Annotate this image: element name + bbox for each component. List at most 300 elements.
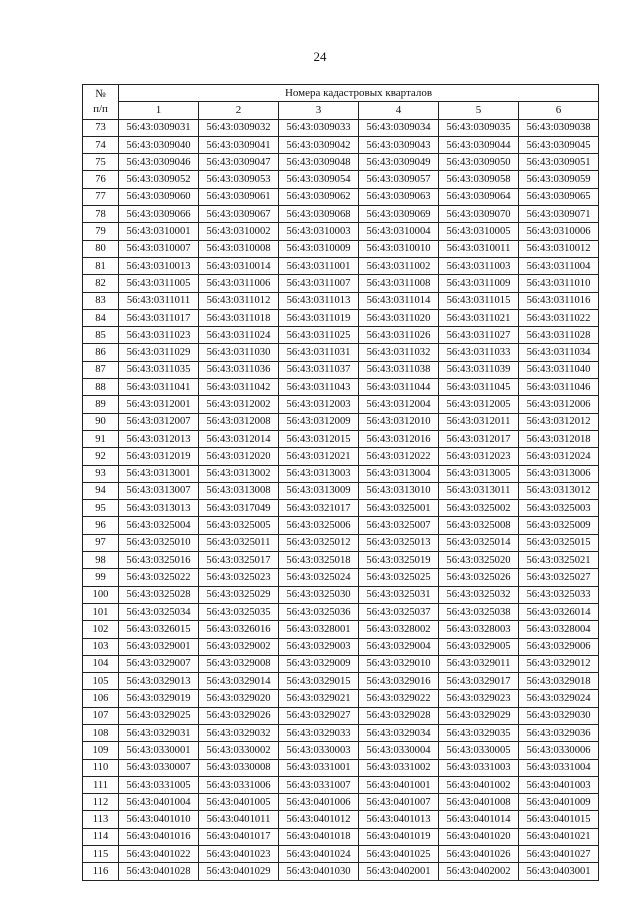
cadastral-quarters-table bbox=[82, 84, 599, 881]
table-row bbox=[83, 638, 599, 655]
cadastral-quarter-cell: 56:43:0401015 bbox=[519, 811, 599, 828]
table-row bbox=[83, 534, 599, 551]
cadastral-quarter-cell: 56:43:0313013 bbox=[119, 500, 199, 517]
cadastral-quarter-cell: 56:43:0313001 bbox=[119, 465, 199, 482]
cadastral-quarter-cell: 56:43:0309062 bbox=[279, 188, 359, 205]
cadastral-quarter-cell: 56:43:0311018 bbox=[199, 309, 279, 326]
cadastral-quarter-cell: 56:43:0325007 bbox=[359, 517, 439, 534]
cadastral-quarter-cell: 56:43:0401002 bbox=[439, 776, 519, 793]
cadastral-quarter-cell: 56:43:0311038 bbox=[359, 361, 439, 378]
cadastral-quarter-cell: 56:43:0329006 bbox=[519, 638, 599, 655]
cadastral-quarter-cell: 56:43:0311013 bbox=[279, 292, 359, 309]
cadastral-quarter-cell: 56:43:0329005 bbox=[439, 638, 519, 655]
row-number: 92 bbox=[83, 448, 119, 465]
row-number: 101 bbox=[83, 603, 119, 620]
row-number: 114 bbox=[83, 828, 119, 845]
cadastral-quarter-cell: 56:43:0311011 bbox=[119, 292, 199, 309]
cadastral-quarter-cell: 56:43:0329014 bbox=[199, 673, 279, 690]
cadastral-quarter-cell: 56:43:0313007 bbox=[119, 482, 199, 499]
row-number: 102 bbox=[83, 621, 119, 638]
cadastral-quarter-cell: 56:43:0325028 bbox=[119, 586, 199, 603]
cadastral-quarter-cell: 56:43:0309048 bbox=[279, 154, 359, 171]
cadastral-quarter-cell: 56:43:0309049 bbox=[359, 154, 439, 171]
table-row bbox=[83, 603, 599, 620]
cadastral-quarter-cell: 56:43:0309052 bbox=[119, 171, 199, 188]
cadastral-quarter-cell: 56:43:0325020 bbox=[439, 552, 519, 569]
quarters-group-header: Номера кадастровых кварталов bbox=[119, 85, 599, 102]
cadastral-quarter-cell: 56:43:0309060 bbox=[119, 188, 199, 205]
row-number: 86 bbox=[83, 344, 119, 361]
row-number: 96 bbox=[83, 517, 119, 534]
cadastral-quarter-cell: 56:43:0312013 bbox=[119, 430, 199, 447]
cadastral-quarter-cell: 56:43:0309068 bbox=[279, 206, 359, 223]
row-number-header-line2: п/п bbox=[93, 102, 108, 115]
cadastral-quarter-cell: 56:43:0401016 bbox=[119, 828, 199, 845]
cadastral-quarter-cell: 56:43:0311020 bbox=[359, 309, 439, 326]
column-number: 4 bbox=[359, 102, 439, 119]
cadastral-quarter-cell: 56:43:0325008 bbox=[439, 517, 519, 534]
cadastral-quarter-cell: 56:43:0401007 bbox=[359, 794, 439, 811]
cadastral-quarter-cell: 56:43:0312011 bbox=[439, 413, 519, 430]
cadastral-quarter-cell: 56:43:0329032 bbox=[199, 724, 279, 741]
cadastral-quarter-cell: 56:43:0310006 bbox=[519, 223, 599, 240]
row-number: 103 bbox=[83, 638, 119, 655]
table-row bbox=[83, 776, 599, 793]
cadastral-quarter-cell: 56:43:0329028 bbox=[359, 707, 439, 724]
cadastral-quarter-cell: 56:43:0329012 bbox=[519, 655, 599, 672]
table-row bbox=[83, 690, 599, 707]
cadastral-quarter-cell: 56:43:0309051 bbox=[519, 154, 599, 171]
cadastral-quarter-cell: 56:43:0401018 bbox=[279, 828, 359, 845]
cadastral-quarter-cell: 56:43:0326015 bbox=[119, 621, 199, 638]
cadastral-quarter-cell: 56:43:0329008 bbox=[199, 655, 279, 672]
cadastral-quarter-cell: 56:43:0330002 bbox=[199, 742, 279, 759]
row-number: 94 bbox=[83, 482, 119, 499]
cadastral-quarter-cell: 56:43:0312007 bbox=[119, 413, 199, 430]
cadastral-quarter-cell: 56:43:0312014 bbox=[199, 430, 279, 447]
cadastral-quarter-cell: 56:43:0311025 bbox=[279, 327, 359, 344]
cadastral-quarter-cell: 56:43:0329034 bbox=[359, 724, 439, 741]
table-row bbox=[83, 344, 599, 361]
cadastral-quarter-cell: 56:43:0311015 bbox=[439, 292, 519, 309]
cadastral-quarter-cell: 56:43:0309031 bbox=[119, 119, 199, 136]
cadastral-quarter-cell: 56:43:0401003 bbox=[519, 776, 599, 793]
cadastral-quarter-cell: 56:43:0311028 bbox=[519, 327, 599, 344]
cadastral-quarter-cell: 56:43:0329011 bbox=[439, 655, 519, 672]
cadastral-quarter-cell: 56:43:0328004 bbox=[519, 621, 599, 638]
row-number: 100 bbox=[83, 586, 119, 603]
table-row bbox=[83, 188, 599, 205]
row-number: 106 bbox=[83, 690, 119, 707]
cadastral-quarter-cell: 56:43:0325002 bbox=[439, 500, 519, 517]
cadastral-quarter-cell: 56:43:0312023 bbox=[439, 448, 519, 465]
cadastral-quarter-cell: 56:43:0312016 bbox=[359, 430, 439, 447]
row-number: 75 bbox=[83, 154, 119, 171]
table-row bbox=[83, 655, 599, 672]
cadastral-quarter-cell: 56:43:0325027 bbox=[519, 569, 599, 586]
cadastral-quarter-cell: 56:43:0309041 bbox=[199, 136, 279, 153]
table-row bbox=[83, 327, 599, 344]
row-number: 83 bbox=[83, 292, 119, 309]
cadastral-quarter-cell: 56:43:0328003 bbox=[439, 621, 519, 638]
cadastral-quarter-cell: 56:43:0311006 bbox=[199, 275, 279, 292]
table-row bbox=[83, 154, 599, 171]
cadastral-quarter-cell: 56:43:0311030 bbox=[199, 344, 279, 361]
cadastral-quarter-cell: 56:43:0325032 bbox=[439, 586, 519, 603]
cadastral-quarter-cell: 56:43:0329002 bbox=[199, 638, 279, 655]
row-number: 108 bbox=[83, 724, 119, 741]
cadastral-quarter-cell: 56:43:0312005 bbox=[439, 396, 519, 413]
cadastral-quarter-cell: 56:43:0325029 bbox=[199, 586, 279, 603]
cadastral-quarter-cell: 56:43:0311024 bbox=[199, 327, 279, 344]
cadastral-quarter-cell: 56:43:0313011 bbox=[439, 482, 519, 499]
cadastral-quarter-cell: 56:43:0329033 bbox=[279, 724, 359, 741]
cadastral-quarter-cell: 56:43:0329013 bbox=[119, 673, 199, 690]
cadastral-quarter-cell: 56:43:0311036 bbox=[199, 361, 279, 378]
table-row bbox=[83, 292, 599, 309]
cadastral-quarter-cell: 56:43:0329010 bbox=[359, 655, 439, 672]
cadastral-quarter-cell: 56:43:0311017 bbox=[119, 309, 199, 326]
cadastral-quarter-cell: 56:43:0401012 bbox=[279, 811, 359, 828]
cadastral-quarter-cell: 56:43:0311001 bbox=[279, 257, 359, 274]
cadastral-quarter-cell: 56:43:0317049 bbox=[199, 500, 279, 517]
table-row bbox=[83, 759, 599, 776]
row-number: 116 bbox=[83, 863, 119, 880]
row-number: 99 bbox=[83, 569, 119, 586]
cadastral-quarter-cell: 56:43:0325003 bbox=[519, 500, 599, 517]
cadastral-quarter-cell: 56:43:0309059 bbox=[519, 171, 599, 188]
cadastral-quarter-cell: 56:43:0325010 bbox=[119, 534, 199, 551]
cadastral-quarter-cell: 56:43:0311023 bbox=[119, 327, 199, 344]
cadastral-quarter-cell: 56:43:0311035 bbox=[119, 361, 199, 378]
cadastral-quarter-cell: 56:43:0311034 bbox=[519, 344, 599, 361]
cadastral-quarter-cell: 56:43:0313003 bbox=[279, 465, 359, 482]
table-row bbox=[83, 621, 599, 638]
cadastral-quarter-cell: 56:43:0325021 bbox=[519, 552, 599, 569]
cadastral-quarter-cell: 56:43:0309038 bbox=[519, 119, 599, 136]
cadastral-quarter-cell: 56:43:0312012 bbox=[519, 413, 599, 430]
row-number: 88 bbox=[83, 379, 119, 396]
cadastral-quarter-cell: 56:43:0311014 bbox=[359, 292, 439, 309]
cadastral-quarter-cell: 56:43:0311031 bbox=[279, 344, 359, 361]
cadastral-quarter-cell: 56:43:0313002 bbox=[199, 465, 279, 482]
table-row bbox=[83, 673, 599, 690]
cadastral-quarter-cell: 56:43:0326016 bbox=[199, 621, 279, 638]
cadastral-quarter-cell: 56:43:0403001 bbox=[519, 863, 599, 880]
row-number: 82 bbox=[83, 275, 119, 292]
cadastral-quarter-cell: 56:43:0325004 bbox=[119, 517, 199, 534]
row-number: 85 bbox=[83, 327, 119, 344]
cadastral-quarter-cell: 56:43:0309065 bbox=[519, 188, 599, 205]
cadastral-quarter-cell: 56:43:0310014 bbox=[199, 257, 279, 274]
table-row bbox=[83, 309, 599, 326]
cadastral-quarter-cell: 56:43:0309058 bbox=[439, 171, 519, 188]
table-row bbox=[83, 240, 599, 257]
cadastral-quarter-cell: 56:43:0325017 bbox=[199, 552, 279, 569]
cadastral-quarter-cell: 56:43:0313008 bbox=[199, 482, 279, 499]
cadastral-quarter-cell: 56:43:0401008 bbox=[439, 794, 519, 811]
table-row bbox=[83, 552, 599, 569]
row-number: 81 bbox=[83, 257, 119, 274]
cadastral-quarter-cell: 56:43:0330006 bbox=[519, 742, 599, 759]
row-number: 93 bbox=[83, 465, 119, 482]
column-number: 2 bbox=[199, 102, 279, 119]
cadastral-quarter-cell: 56:43:0311044 bbox=[359, 379, 439, 396]
cadastral-quarter-cell: 56:43:0329023 bbox=[439, 690, 519, 707]
row-number: 84 bbox=[83, 309, 119, 326]
cadastral-quarter-cell: 56:43:0312009 bbox=[279, 413, 359, 430]
row-number: 87 bbox=[83, 361, 119, 378]
table-row bbox=[83, 707, 599, 724]
cadastral-quarter-cell: 56:43:0325023 bbox=[199, 569, 279, 586]
cadastral-quarter-cell: 56:43:0312021 bbox=[279, 448, 359, 465]
cadastral-quarter-cell: 56:43:0329036 bbox=[519, 724, 599, 741]
cadastral-quarter-cell: 56:43:0329004 bbox=[359, 638, 439, 655]
table-row bbox=[83, 119, 599, 136]
cadastral-quarter-cell: 56:43:0401022 bbox=[119, 846, 199, 863]
cadastral-quarter-cell: 56:43:0309069 bbox=[359, 206, 439, 223]
table-row bbox=[83, 811, 599, 828]
cadastral-quarter-cell: 56:43:0310002 bbox=[199, 223, 279, 240]
cadastral-quarter-cell: 56:43:0401017 bbox=[199, 828, 279, 845]
cadastral-quarter-cell: 56:43:0330007 bbox=[119, 759, 199, 776]
row-number: 109 bbox=[83, 742, 119, 759]
cadastral-quarter-cell: 56:43:0329009 bbox=[279, 655, 359, 672]
cadastral-quarter-cell: 56:43:0309066 bbox=[119, 206, 199, 223]
cadastral-quarter-cell: 56:43:0313005 bbox=[439, 465, 519, 482]
cadastral-quarter-cell: 56:43:0330005 bbox=[439, 742, 519, 759]
cadastral-quarter-cell: 56:43:0325030 bbox=[279, 586, 359, 603]
cadastral-quarter-cell: 56:43:0325016 bbox=[119, 552, 199, 569]
cadastral-quarter-cell: 56:43:0325036 bbox=[279, 603, 359, 620]
cadastral-quarter-cell: 56:43:0401013 bbox=[359, 811, 439, 828]
cadastral-quarter-cell: 56:43:0325009 bbox=[519, 517, 599, 534]
cadastral-quarter-cell: 56:43:0329031 bbox=[119, 724, 199, 741]
cadastral-quarter-cell: 56:43:0401030 bbox=[279, 863, 359, 880]
cadastral-quarter-cell: 56:43:0310012 bbox=[519, 240, 599, 257]
row-number: 105 bbox=[83, 673, 119, 690]
cadastral-quarter-cell: 56:43:0312008 bbox=[199, 413, 279, 430]
cadastral-quarter-cell: 56:43:0401014 bbox=[439, 811, 519, 828]
cadastral-quarter-cell: 56:43:0309070 bbox=[439, 206, 519, 223]
row-number: 89 bbox=[83, 396, 119, 413]
cadastral-quarter-cell: 56:43:0311039 bbox=[439, 361, 519, 378]
cadastral-quarter-cell: 56:43:0325022 bbox=[119, 569, 199, 586]
cadastral-quarter-cell: 56:43:0401029 bbox=[199, 863, 279, 880]
table-row bbox=[83, 586, 599, 603]
cadastral-quarter-cell: 56:43:0311040 bbox=[519, 361, 599, 378]
table-row bbox=[83, 171, 599, 188]
cadastral-quarter-cell: 56:43:0325033 bbox=[519, 586, 599, 603]
cadastral-quarter-cell: 56:43:0329020 bbox=[199, 690, 279, 707]
cadastral-quarter-cell: 56:43:0329007 bbox=[119, 655, 199, 672]
row-number: 76 bbox=[83, 171, 119, 188]
row-number: 78 bbox=[83, 206, 119, 223]
cadastral-quarter-cell: 56:43:0309042 bbox=[279, 136, 359, 153]
row-number: 95 bbox=[83, 500, 119, 517]
cadastral-quarter-cell: 56:43:0309064 bbox=[439, 188, 519, 205]
cadastral-quarter-cell: 56:43:0309063 bbox=[359, 188, 439, 205]
cadastral-quarter-cell: 56:43:0401021 bbox=[519, 828, 599, 845]
cadastral-quarter-cell: 56:43:0311046 bbox=[519, 379, 599, 396]
cadastral-quarter-cell: 56:43:0401020 bbox=[439, 828, 519, 845]
cadastral-quarter-cell: 56:43:0329024 bbox=[519, 690, 599, 707]
cadastral-quarter-cell: 56:43:0329015 bbox=[279, 673, 359, 690]
cadastral-quarter-cell: 56:43:0309067 bbox=[199, 206, 279, 223]
cadastral-quarter-cell: 56:43:0311021 bbox=[439, 309, 519, 326]
table-header bbox=[83, 85, 599, 120]
cadastral-quarter-cell: 56:43:0311008 bbox=[359, 275, 439, 292]
table-row bbox=[83, 500, 599, 517]
row-number: 112 bbox=[83, 794, 119, 811]
cadastral-quarter-cell: 56:43:0309035 bbox=[439, 119, 519, 136]
cadastral-quarter-cell: 56:43:0311027 bbox=[439, 327, 519, 344]
cadastral-quarter-cell: 56:43:0313009 bbox=[279, 482, 359, 499]
cadastral-quarter-cell: 56:43:0311037 bbox=[279, 361, 359, 378]
cadastral-quarter-cell: 56:43:0325037 bbox=[359, 603, 439, 620]
table-row bbox=[83, 465, 599, 482]
column-number: 5 bbox=[439, 102, 519, 119]
cadastral-quarter-cell: 56:43:0329017 bbox=[439, 673, 519, 690]
cadastral-quarter-cell: 56:43:0325014 bbox=[439, 534, 519, 551]
row-number-header bbox=[83, 85, 119, 120]
cadastral-quarter-cell: 56:43:0312004 bbox=[359, 396, 439, 413]
cadastral-quarter-cell: 56:43:0325031 bbox=[359, 586, 439, 603]
cadastral-quarter-cell: 56:43:0311041 bbox=[119, 379, 199, 396]
cadastral-quarter-cell: 56:43:0309057 bbox=[359, 171, 439, 188]
cadastral-quarter-cell: 56:43:0311002 bbox=[359, 257, 439, 274]
column-number: 6 bbox=[519, 102, 599, 119]
cadastral-quarter-cell: 56:43:0311009 bbox=[439, 275, 519, 292]
cadastral-quarter-cell: 56:43:0325025 bbox=[359, 569, 439, 586]
row-number: 73 bbox=[83, 119, 119, 136]
cadastral-quarter-cell: 56:43:0311026 bbox=[359, 327, 439, 344]
row-number: 80 bbox=[83, 240, 119, 257]
table-row bbox=[83, 361, 599, 378]
row-number: 91 bbox=[83, 430, 119, 447]
table-row bbox=[83, 206, 599, 223]
table-row bbox=[83, 724, 599, 741]
cadastral-quarter-cell: 56:43:0331006 bbox=[199, 776, 279, 793]
cadastral-quarter-cell: 56:43:0402001 bbox=[359, 863, 439, 880]
cadastral-quarter-cell: 56:43:0312022 bbox=[359, 448, 439, 465]
cadastral-quarter-cell: 56:43:0309061 bbox=[199, 188, 279, 205]
cadastral-quarter-cell: 56:43:0313010 bbox=[359, 482, 439, 499]
cadastral-quarter-cell: 56:43:0311019 bbox=[279, 309, 359, 326]
cadastral-quarter-cell: 56:43:0312002 bbox=[199, 396, 279, 413]
cadastral-quarter-cell: 56:43:0401026 bbox=[439, 846, 519, 863]
row-number: 113 bbox=[83, 811, 119, 828]
cadastral-quarter-cell: 56:43:0331007 bbox=[279, 776, 359, 793]
cadastral-quarter-cell: 56:43:0312019 bbox=[119, 448, 199, 465]
cadastral-quarter-cell: 56:43:0313012 bbox=[519, 482, 599, 499]
cadastral-quarter-cell: 56:43:0309040 bbox=[119, 136, 199, 153]
cadastral-quarter-cell: 56:43:0330004 bbox=[359, 742, 439, 759]
cadastral-quarter-cell: 56:43:0309053 bbox=[199, 171, 279, 188]
cadastral-quarter-cell: 56:43:0401027 bbox=[519, 846, 599, 863]
cadastral-quarter-cell: 56:43:0310008 bbox=[199, 240, 279, 257]
cadastral-quarter-cell: 56:43:0401025 bbox=[359, 846, 439, 863]
cadastral-quarter-cell: 56:43:0312015 bbox=[279, 430, 359, 447]
cadastral-quarter-cell: 56:43:0309043 bbox=[359, 136, 439, 153]
row-number: 110 bbox=[83, 759, 119, 776]
cadastral-quarter-cell: 56:43:0325011 bbox=[199, 534, 279, 551]
cadastral-quarter-cell: 56:43:0311032 bbox=[359, 344, 439, 361]
cadastral-quarter-cell: 56:43:0401001 bbox=[359, 776, 439, 793]
cadastral-quarter-cell: 56:43:0325013 bbox=[359, 534, 439, 551]
cadastral-quarter-cell: 56:43:0310009 bbox=[279, 240, 359, 257]
cadastral-quarter-cell: 56:43:0325018 bbox=[279, 552, 359, 569]
table-row bbox=[83, 257, 599, 274]
cadastral-quarter-cell: 56:43:0312018 bbox=[519, 430, 599, 447]
cadastral-quarter-cell: 56:43:0329035 bbox=[439, 724, 519, 741]
cadastral-quarter-cell: 56:43:0329021 bbox=[279, 690, 359, 707]
cadastral-quarter-cell: 56:43:0311042 bbox=[199, 379, 279, 396]
cadastral-quarter-cell: 56:43:0312003 bbox=[279, 396, 359, 413]
cadastral-quarter-cell: 56:43:0310005 bbox=[439, 223, 519, 240]
row-number: 98 bbox=[83, 552, 119, 569]
row-number: 107 bbox=[83, 707, 119, 724]
cadastral-quarter-cell: 56:43:0311010 bbox=[519, 275, 599, 292]
cadastral-quarter-cell: 56:43:0310003 bbox=[279, 223, 359, 240]
row-number-header-line1: № bbox=[95, 87, 106, 100]
cadastral-quarter-cell: 56:43:0330003 bbox=[279, 742, 359, 759]
row-number: 90 bbox=[83, 413, 119, 430]
cadastral-quarter-cell: 56:43:0329001 bbox=[119, 638, 199, 655]
cadastral-quarter-cell: 56:43:0401005 bbox=[199, 794, 279, 811]
table-row bbox=[83, 223, 599, 240]
cadastral-quarter-cell: 56:43:0312017 bbox=[439, 430, 519, 447]
cadastral-quarter-cell: 56:43:0325024 bbox=[279, 569, 359, 586]
cadastral-quarter-cell: 56:43:0311003 bbox=[439, 257, 519, 274]
cadastral-quarter-cell: 56:43:0310004 bbox=[359, 223, 439, 240]
cadastral-quarter-cell: 56:43:0401009 bbox=[519, 794, 599, 811]
table-row bbox=[83, 742, 599, 759]
cadastral-quarter-cell: 56:43:0309032 bbox=[199, 119, 279, 136]
cadastral-quarter-cell: 56:43:0325038 bbox=[439, 603, 519, 620]
cadastral-quarter-cell: 56:43:0329022 bbox=[359, 690, 439, 707]
table-row bbox=[83, 275, 599, 292]
cadastral-quarter-cell: 56:43:0325015 bbox=[519, 534, 599, 551]
row-number: 74 bbox=[83, 136, 119, 153]
cadastral-quarter-cell: 56:43:0329003 bbox=[279, 638, 359, 655]
cadastral-quarter-cell: 56:43:0311004 bbox=[519, 257, 599, 274]
cadastral-quarter-cell: 56:43:0312006 bbox=[519, 396, 599, 413]
cadastral-quarter-cell: 56:43:0311043 bbox=[279, 379, 359, 396]
cadastral-quarter-cell: 56:43:0313004 bbox=[359, 465, 439, 482]
cadastral-quarter-cell: 56:43:0331003 bbox=[439, 759, 519, 776]
page-number: 24 bbox=[313, 49, 327, 64]
cadastral-quarter-cell: 56:43:0329029 bbox=[439, 707, 519, 724]
cadastral-quarter-cell: 56:43:0330008 bbox=[199, 759, 279, 776]
table-row bbox=[83, 828, 599, 845]
cadastral-quarter-cell: 56:43:0401004 bbox=[119, 794, 199, 811]
cadastral-quarter-cell: 56:43:0329025 bbox=[119, 707, 199, 724]
cadastral-quarter-cell: 56:43:0312024 bbox=[519, 448, 599, 465]
cadastral-quarter-cell: 56:43:0329019 bbox=[119, 690, 199, 707]
cadastral-quarter-cell: 56:43:0331004 bbox=[519, 759, 599, 776]
cadastral-quarter-cell: 56:43:0309046 bbox=[119, 154, 199, 171]
cadastral-quarter-cell: 56:43:0330001 bbox=[119, 742, 199, 759]
row-number: 97 bbox=[83, 534, 119, 551]
table-row bbox=[83, 396, 599, 413]
cadastral-quarter-cell: 56:43:0311007 bbox=[279, 275, 359, 292]
column-number: 3 bbox=[279, 102, 359, 119]
cadastral-quarter-cell: 56:43:0311022 bbox=[519, 309, 599, 326]
cadastral-quarter-cell: 56:43:0310001 bbox=[119, 223, 199, 240]
cadastral-quarter-cell: 56:43:0325005 bbox=[199, 517, 279, 534]
cadastral-quarter-cell: 56:43:0310011 bbox=[439, 240, 519, 257]
